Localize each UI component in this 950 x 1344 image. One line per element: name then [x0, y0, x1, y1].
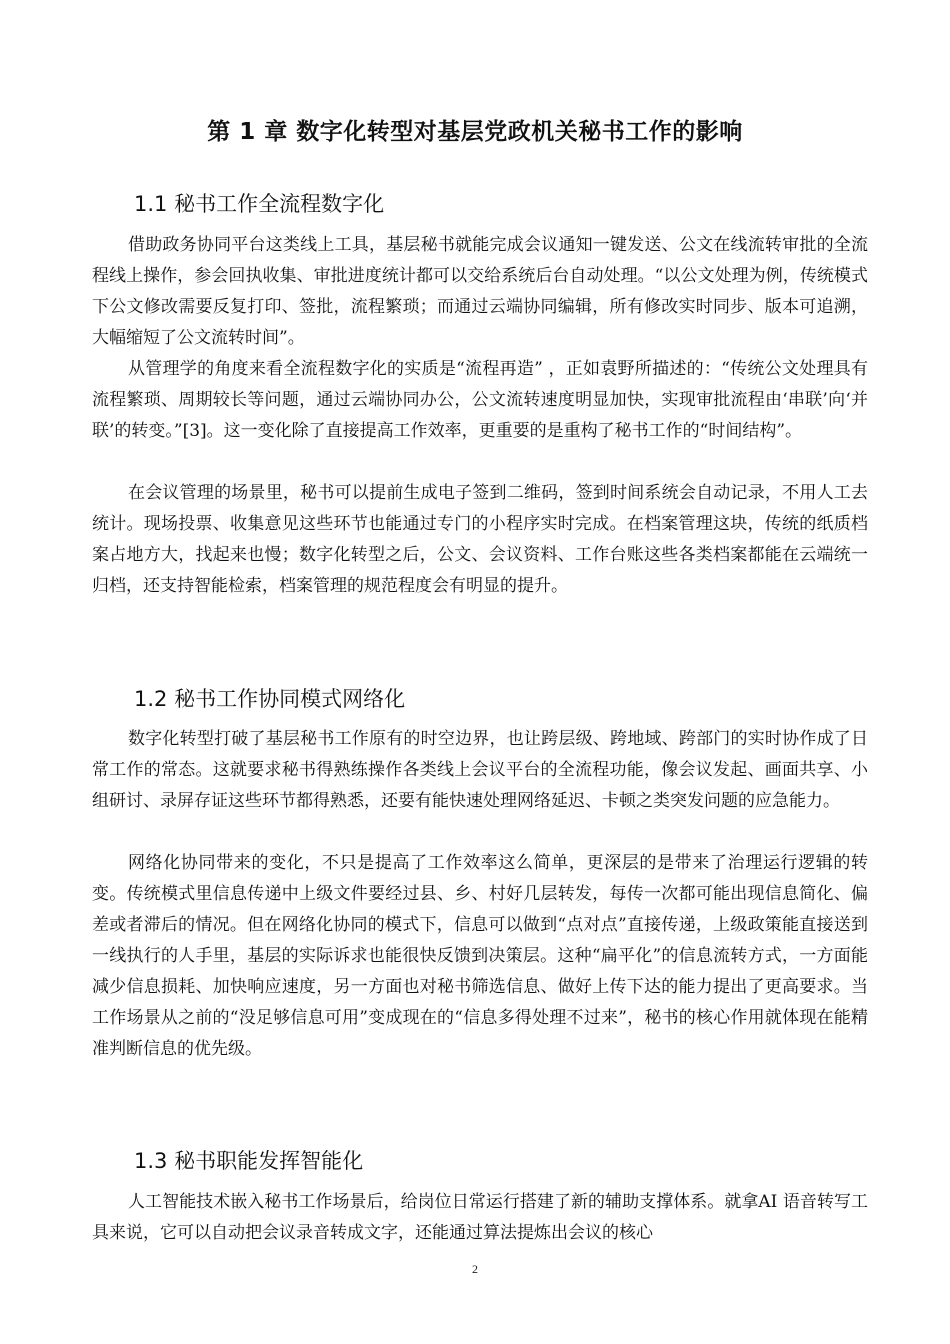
paragraph: 在会议管理的场景里，秘书可以提前生成电子签到二维码，签到时间系统会自动记录，不用人工去统计。现场投票、收集意见这些环节也能通过专门的小程序实时完成。在档案管理这块，传统的纸质档案占地方大，找起来也慢；数字化转型之后，公文、会议资料、工作台账这些各类档案都能在云端统一归档，还支持智能检索，档案管理的规范程度会有明显的提升。: [92, 483, 868, 596]
section-heading-1-1: 1.1 秘书工作全流程数字化: [134, 192, 385, 216]
paragraph: 数字化转型打破了基层秘书工作原有的时空边界，也让跨层级、跨地域、跨部门的实时协作成了日常工作的常态。这就要求秘书得熟练操作各类线上会议平台的全流程功能，像会议发起、画面共享、小组研讨、录屏存证这些环节都得熟悉，还要有能快速处理网络延迟、卡顿之类突发问题的应急能力。: [92, 729, 868, 811]
section-heading-1-3: 1.3 秘书职能发挥智能化: [134, 1149, 364, 1173]
section-heading-1-2: 1.2 秘书工作协同模式网络化: [134, 687, 406, 711]
paragraph: 借助政务协同平台这类线上工具，基层秘书就能完成会议通知一键发送、公文在线流转审批的全流程线上操作，参会回执收集、审批进度统计都可以交给系统后台自动处理。“以公文处理为例，传统模式下公文修改需要反复打印、签批，流程繁琐；而通过云端协同编辑，所有修改实时同步、版本可追溯，大幅缩短了公文流转时间”。: [92, 235, 868, 348]
page-number: 2: [472, 1262, 478, 1276]
paragraph: 网络化协同带来的变化，不只是提高了工作效率这么简单，更深层的是带来了治理运行逻辑的转变。传统模式里信息传递中上级文件要经过县、乡、村好几层转发，每传一次都可能出现信息简化、偏差或者滞后的情况。但在网络化协同的模式下，信息可以做到“点对点”直接传递，上级政策能直接送到一线执行的人手里，基层的实际诉求也能很快反馈到决策层。这种“扁平化”的信息流转方式，一方面能减少信息损耗、加快响应速度，另一方面也对秘书筛选信息、做好上传下达的能力提出了更高要求。当工作场景从之前的“没足够信息可用”变成现在的“信息多得处理不过来”，秘书的核心作用就体现在能精准判断信息的优先级。: [92, 853, 868, 1059]
chapter-title: 第 1 章 数字化转型对基层党政机关秘书工作的影响: [207, 119, 743, 145]
paragraph: 人工智能技术嵌入秘书工作场景后，给岗位日常运行搭建了新的辅助支撑体系。就拿AI 语音转写工具来说，它可以自动把会议录音转成文字，还能通过算法提炼出会议的核心: [92, 1192, 868, 1243]
paragraph: 从管理学的角度来看全流程数字化的实质是“流程再造” ，正如袁野所描述的：“传统公文处理具有流程繁琐、周期较长等问题，通过云端协同办公，公文流转速度明显加快，实现审批流程由‘串联’向‘并联’的转变。”[3]。这一变化除了直接提高工作效率，更重要的是重构了秘书工作的“时间结构”。: [92, 359, 868, 441]
